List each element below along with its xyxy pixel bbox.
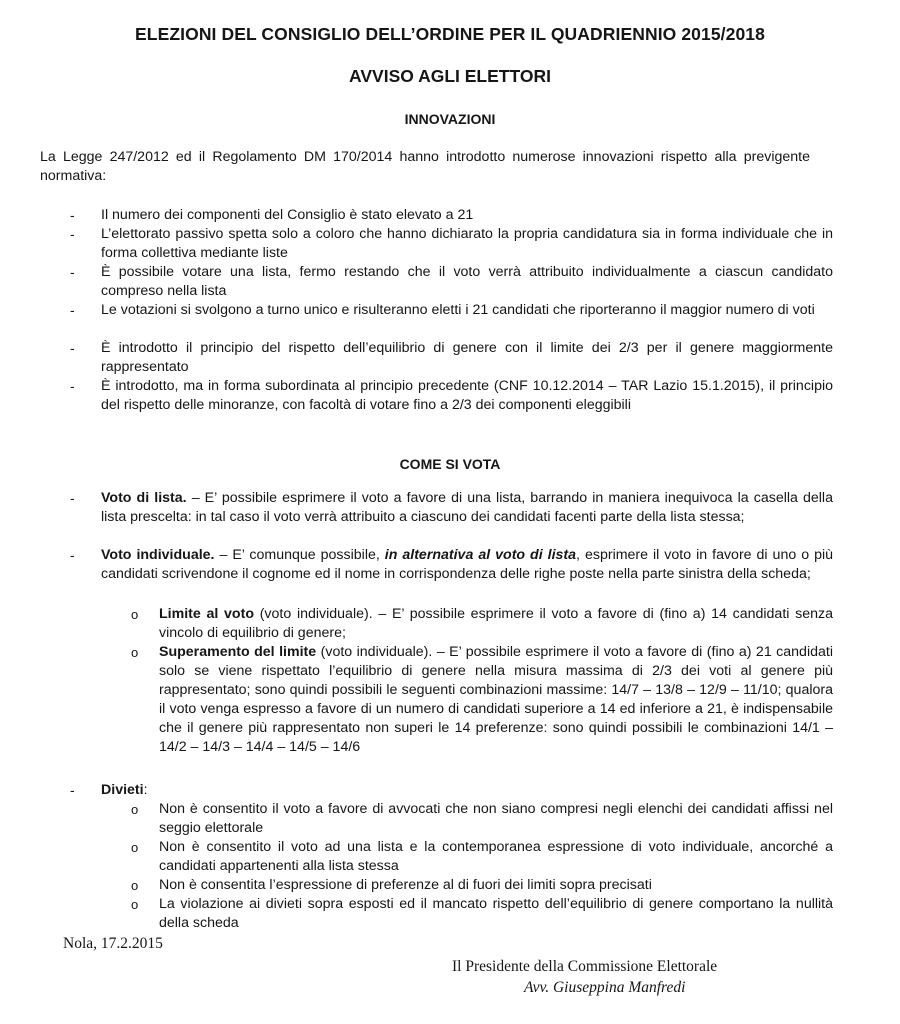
superamento-item bbox=[159, 643, 833, 757]
innovazione-item: È introdotto, ma in forma subordinata al principio precedente (CNF 10.12.2014 – TAR Lazio 15.1.2015), il principio del rispetto delle minoranze, con facoltà di votare fino a 2/3 dei componenti eleggibili bbox=[101, 378, 833, 413]
list-dash: - bbox=[70, 226, 75, 242]
president-title: Il Presidente della Commissione Elettorale bbox=[452, 958, 718, 975]
signatory-name: Avv. Giuseppina Manfredi bbox=[524, 979, 686, 996]
superamento-text: (voto individuale). – E’ possibile esprimere il voto a favore di (fino a) 21 candidati solo se viene rispettato l’equilibrio di genere nella misura massima di 2/3 dei voti al genere più rappresentato; sono quindi possibili le seguenti combinazioni massime: 14/7 – 13/8 – 12/9 – 11/10; qualora il voto venga espresso a favore di un numero di candidati superiore a 14 ed inferiore a 21, è indispensabile che il genere più rappresentato non superi le 14 preferenze: sono quindi possibili le combinazioni 14/1 – 14/2 – 14/3 – 14/4 – 14/5 – 14/6 bbox=[159, 644, 833, 755]
list-dash: - bbox=[70, 302, 75, 318]
divieto-item: Non è consentito il voto a favore di avvocati che non siano compresi negli elenchi dei candidati affissi nel seggio elettorale bbox=[159, 801, 833, 836]
superamento-label: Superamento del limite bbox=[159, 644, 317, 660]
innovazione-item: È introdotto il principio del rispetto dell’equilibrio di genere con il limite dei 2/3 per il genere maggiormente rappresentato bbox=[101, 340, 833, 375]
document-subtitle: AVVISO AGLI ELETTORI bbox=[349, 66, 551, 86]
voto-individuale-text: – E’ comunque possibile, bbox=[214, 547, 385, 563]
limite-item bbox=[159, 605, 833, 643]
divieto-item: La violazione ai divieti sopra esposti ed il mancato rispetto dell’equilibrio di genere comportano la nullità della scheda bbox=[159, 896, 833, 931]
intro-paragraph: La Legge 247/2012 ed il Regolamento DM 170/2014 hanno introdotto numerose innovazioni rispetto alla previgente normativa: bbox=[40, 149, 810, 184]
limite-label: Limite al voto bbox=[159, 606, 254, 622]
sub-bullet: o bbox=[131, 840, 139, 855]
voto-individuale-emphasis: in alternativa al voto di lista bbox=[384, 547, 577, 563]
limite-text: (voto individuale). – E’ possibile esprimere il voto a favore di (fino a) 14 candidati senza vincolo di equilibrio di genere; bbox=[159, 606, 833, 641]
sub-bullet: o bbox=[131, 878, 139, 893]
divieto-item: Non è consentito il voto ad una lista e la contemporanea espressione di voto individuale, ancorché a candidati appartenenti alla lista stessa bbox=[159, 839, 833, 874]
innovazione-item: L’elettorato passivo spetta solo a coloro che hanno dichiarato la propria candidatura sia in forma individuale che in forma collettiva mediante liste bbox=[101, 226, 833, 261]
sub-bullet: o bbox=[131, 645, 139, 660]
list-dash: - bbox=[70, 340, 75, 356]
section-heading-come-si-vota: COME SI VOTA bbox=[399, 456, 501, 472]
list-dash: - bbox=[70, 378, 75, 394]
list-dash: - bbox=[70, 782, 75, 798]
list-dash: - bbox=[70, 207, 75, 223]
voto-individuale-label: Voto individuale. bbox=[101, 547, 215, 563]
sub-bullet: o bbox=[131, 802, 139, 817]
voto-lista-item bbox=[101, 489, 833, 527]
divieti-item bbox=[101, 781, 833, 800]
list-dash: - bbox=[70, 547, 75, 563]
section-heading-innovazioni: INNOVAZIONI bbox=[404, 111, 496, 127]
voto-lista-text: – E’ possibile esprimere il voto a favore di una lista, barrando in maniera inequivoca la casella della lista prescelta: in tal caso il voto verrà attribuito a ciascuno dei candidati facenti parte della lista stessa; bbox=[101, 490, 833, 525]
sub-bullet: o bbox=[131, 607, 139, 622]
sub-bullet: o bbox=[131, 897, 139, 912]
list-dash: - bbox=[70, 490, 75, 506]
divieto-item: Non è consentita l’espressione di preferenze al di fuori dei limiti sopra precisati bbox=[159, 877, 652, 893]
voto-lista-label: Voto di lista. bbox=[101, 490, 187, 506]
divieti-label: Divieti bbox=[101, 782, 144, 798]
document-title: ELEZIONI DEL CONSIGLIO DELL’ORDINE PER IL QUADRIENNIO 2015/2018 bbox=[135, 24, 765, 44]
voto-individuale-text: , esprimere il voto in favore di uno o più candidati scrivendone il cognome ed il nome in corrispondenza delle righe poste nella parte sinistra della scheda; bbox=[101, 547, 834, 582]
list-dash: - bbox=[70, 264, 75, 280]
innovazione-item: Le votazioni si svolgono a turno unico e risulteranno eletti i 21 candidati che riporteranno il maggior numero di voti bbox=[101, 302, 815, 318]
innovazione-item: Il numero dei componenti del Consiglio è stato elevato a 21 bbox=[101, 207, 474, 223]
place-date: Nola, 17.2.2015 bbox=[63, 935, 163, 952]
divieti-colon: : bbox=[143, 782, 148, 798]
voto-individuale-item bbox=[101, 546, 833, 584]
innovazione-item: È possibile votare una lista, fermo restando che il voto verrà attribuito individualmente a ciascun candidato compreso nella lista bbox=[101, 264, 833, 299]
